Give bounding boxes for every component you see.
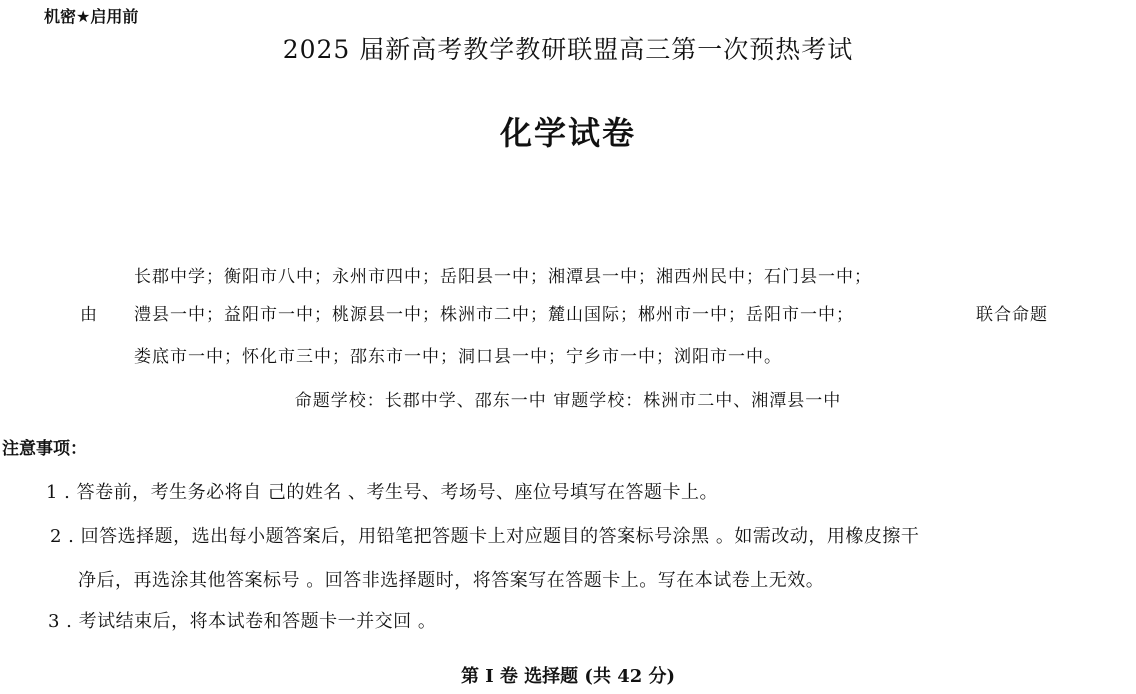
schools-line-3: 娄底市一中；怀化市三中；邵东市一中；洞口县一中；宁乡市一中；浏阳市一中。 bbox=[134, 347, 782, 367]
section-heading: 第 I 卷 选择题 (共 42 分) bbox=[460, 666, 676, 687]
notes-heading: 注意事项： bbox=[2, 439, 87, 459]
note-item-1: 1 . 答卷前，考生务必将自 己的姓名 、考生号、考场号、座位号填写在答题卡上。 bbox=[46, 482, 719, 503]
subject-title: 化学试卷 bbox=[499, 114, 636, 152]
schools-line-2: 澧县一中；益阳市一中；桃源县一中；株洲市二中；麓山国际；郴州市一中；岳阳市一中； bbox=[134, 305, 854, 325]
exam-title: 2025 届新高考教学教研联盟高三第一次预热考试 bbox=[282, 35, 854, 64]
proposer-reviewer-line: 命题学校：长郡中学、邵东一中 审题学校：株洲市二中、湘潭县一中 bbox=[294, 391, 842, 411]
note-item-2-line-1: 2 . 回答选择题，选出每小题答案后，用铅笔把答题卡上对应题目的答案标号涂黑 。如需改动，用橡皮擦干 bbox=[50, 526, 920, 547]
confidential-label: 机密★启用前 bbox=[44, 7, 139, 26]
note-item-2-line-2: 净后，再选涂其他答案标号 。回答非选择题时，将答案写在答题卡上。写在本试卷上无效。 bbox=[78, 570, 825, 591]
schools-line-1: 长郡中学；衡阳市八中；永州市四中；岳阳县一中；湘潭县一中；湘西州民中；石门县一中； bbox=[134, 267, 872, 287]
by-label: 由 bbox=[80, 305, 97, 325]
note-item-3: 3 . 考试结束后，将本试卷和答题卡一并交回 。 bbox=[48, 611, 437, 632]
joint-proposition-label: 联合命题 bbox=[976, 305, 1048, 325]
